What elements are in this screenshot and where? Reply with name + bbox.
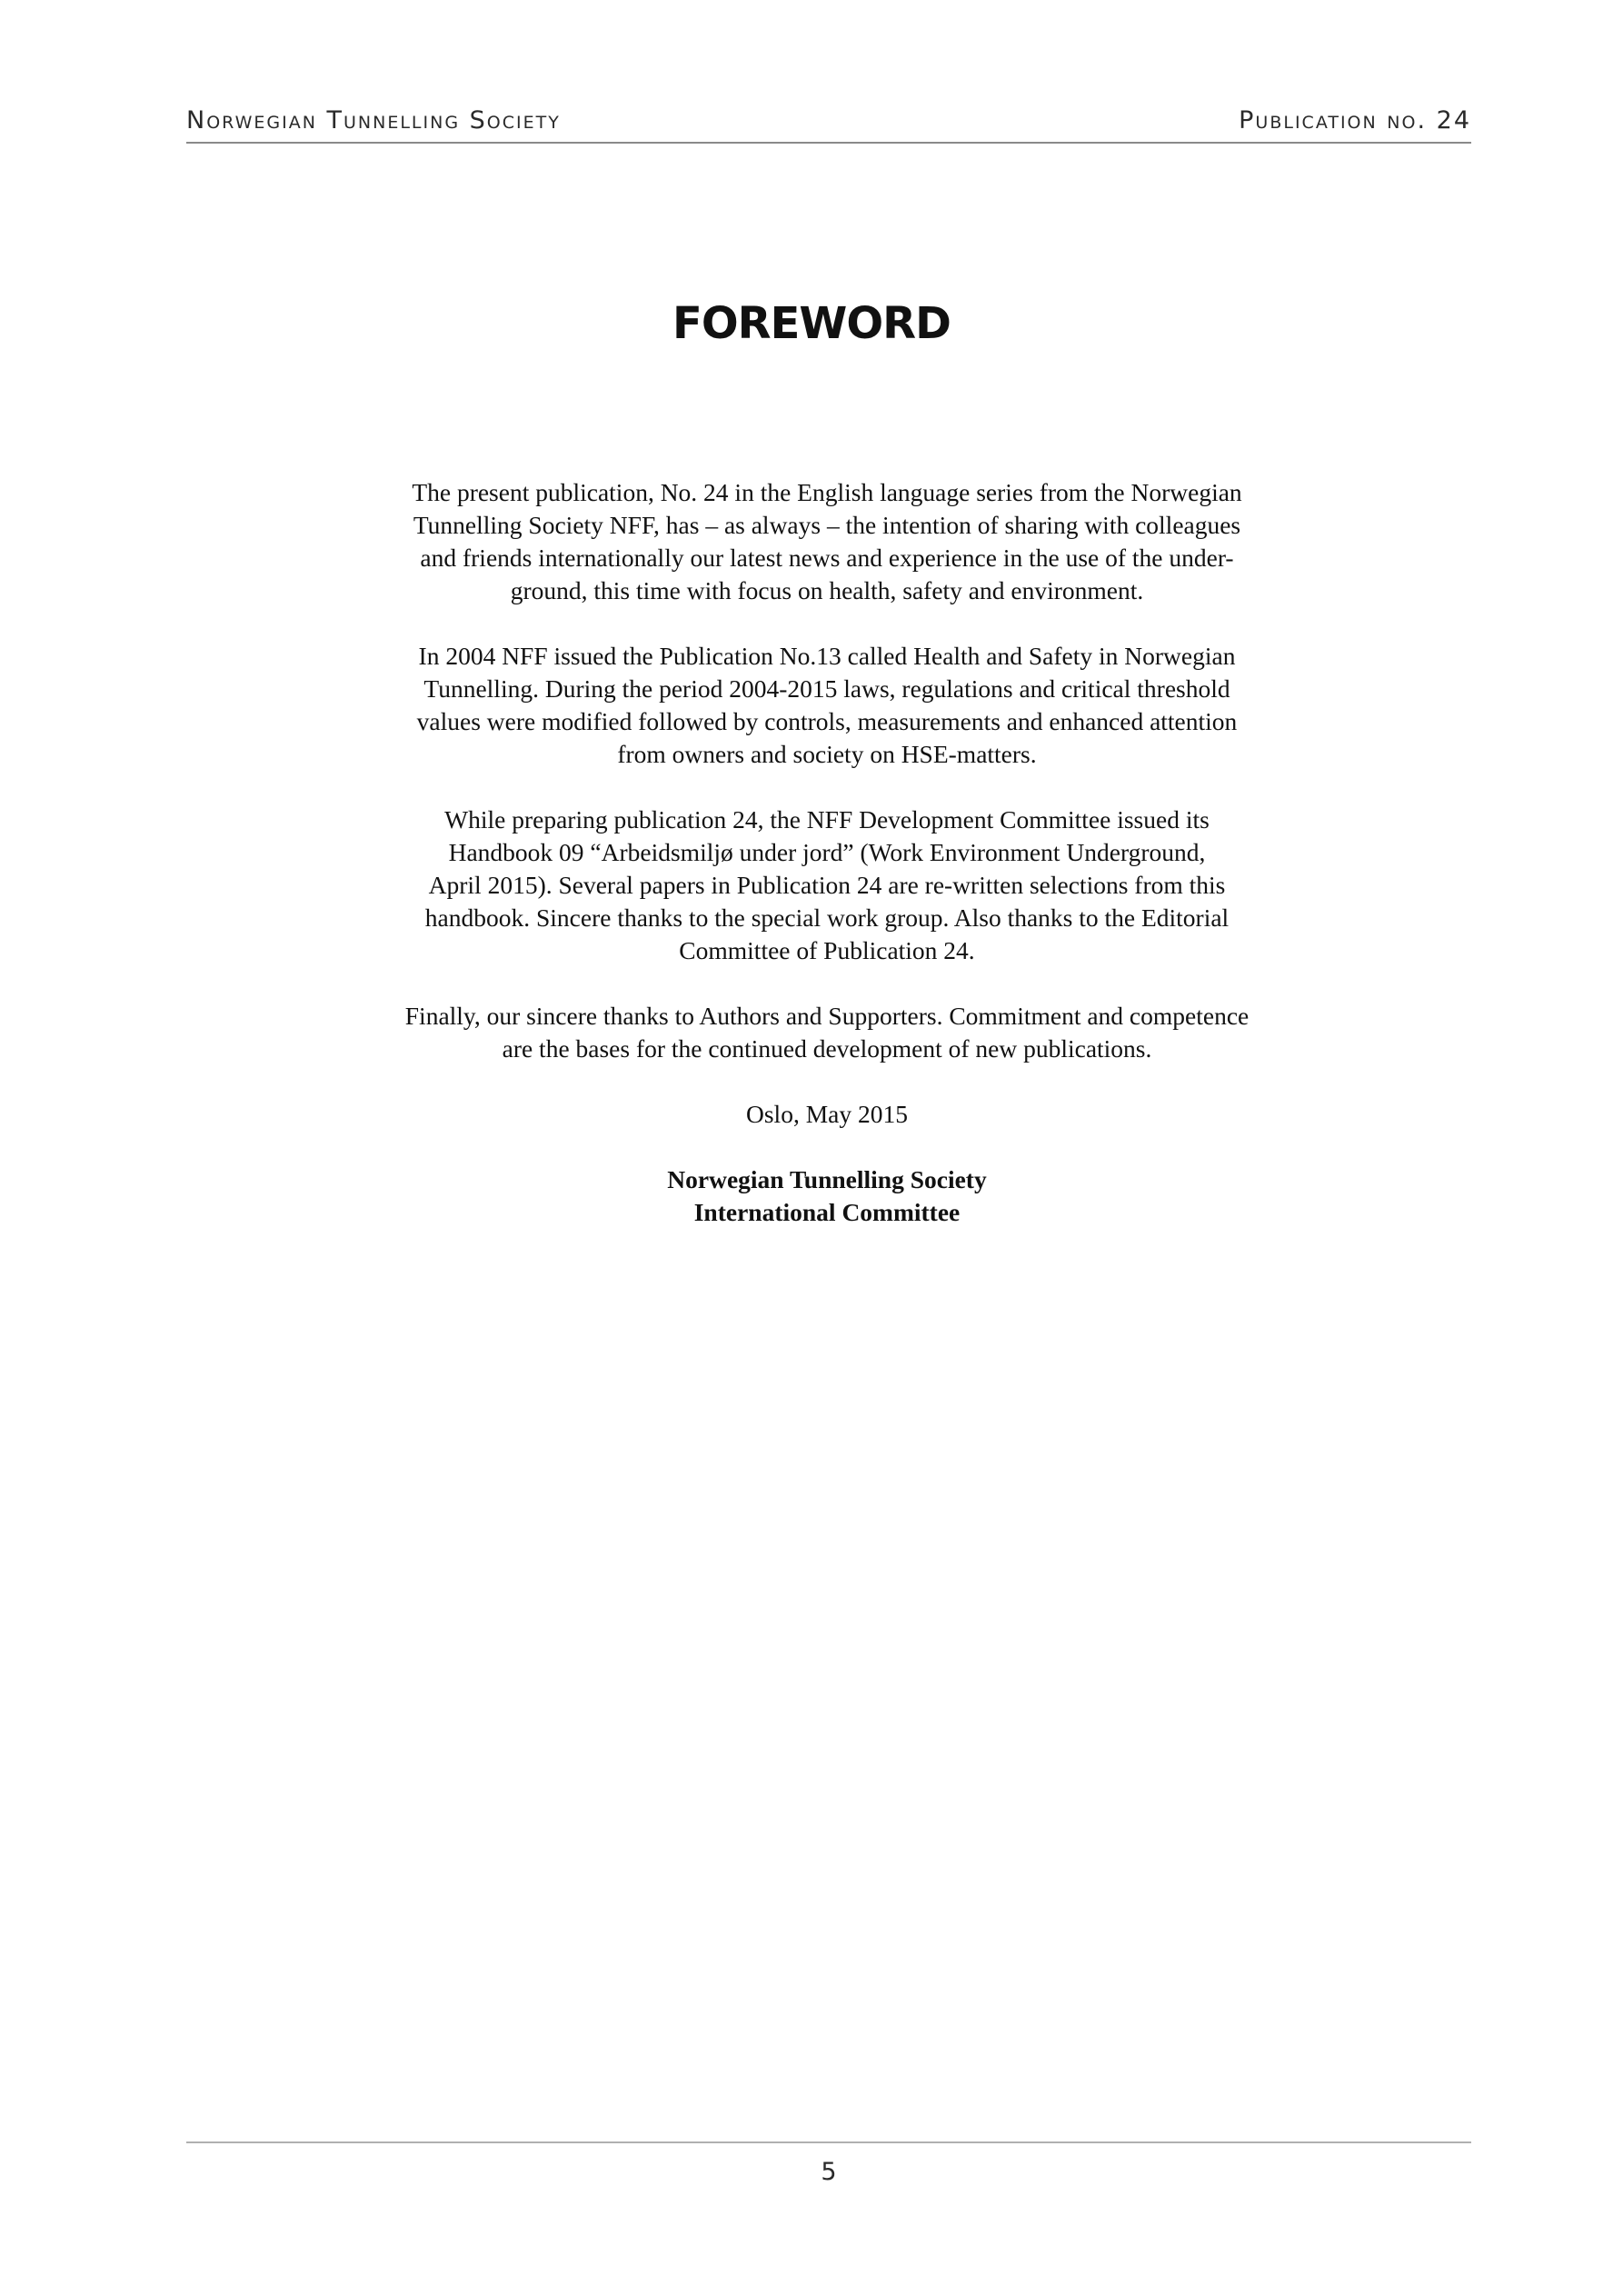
paragraph-line: Tunnelling Society NFF, has – as always – the intention of sharing with colleagues [413, 511, 1241, 539]
paragraph-line: Handbook 09 “Arbeidsmiljø under jord” (Work Environment Underground, [448, 838, 1206, 866]
paragraph-line: and friends internationally our latest news and experience in the use of the under- [420, 544, 1234, 572]
paragraph-line: ground, this time with focus on health, safety and environment. [510, 576, 1144, 604]
paragraph-line: While preparing publication 24, the NFF Development Committee issued its [444, 805, 1210, 834]
paragraph-line: are the bases for the continued development of new publications. [502, 1034, 1152, 1063]
paragraph-line: values were modified followed by controls, measurements and enhanced attention [416, 707, 1238, 735]
paragraph-4 [345, 1000, 1309, 1065]
paragraph-3 [345, 804, 1309, 967]
paragraph-line: Committee of Publication 24. [679, 936, 975, 964]
paragraph-line: April 2015). Several papers in Publication 24 are re-written selections from this [428, 871, 1226, 899]
paragraph-1 [345, 476, 1309, 607]
place-date: Oslo, May 2015 [746, 1100, 908, 1128]
page-number: 5 [821, 2158, 837, 2186]
signature-line-2: International Committee [693, 1198, 961, 1226]
paragraph-line: The present publication, No. 24 in the English language series from the Norwegian [412, 478, 1242, 506]
paragraph-line: handbook. Sincere thanks to the special work group. Also thanks to the Editorial [424, 903, 1230, 932]
paragraph-line: Tunnelling. During the period 2004-2015 laws, regulations and critical threshold [423, 674, 1230, 703]
paragraph-line: In 2004 NFF issued the Publication No.13 called Health and Safety in Norwegian [418, 642, 1236, 670]
running-footer [186, 2141, 1471, 2186]
page-title: FOREWORD [672, 298, 951, 349]
foreword-body [345, 476, 1309, 1262]
paragraph-line: Finally, our sincere thanks to Authors and Supporters. Commitment and competence [404, 1002, 1250, 1030]
signature-line-1: Norwegian Tunnelling Society [667, 1165, 987, 1193]
signature-block [345, 1163, 1309, 1229]
header-publication-number: Publication no. 24 [1239, 106, 1471, 135]
paragraph-2 [345, 640, 1309, 771]
running-header [186, 102, 1471, 144]
header-society-name: Norwegian Tunnelling Society [186, 106, 561, 135]
paragraph-line: from owners and society on HSE-matters. [617, 740, 1037, 768]
